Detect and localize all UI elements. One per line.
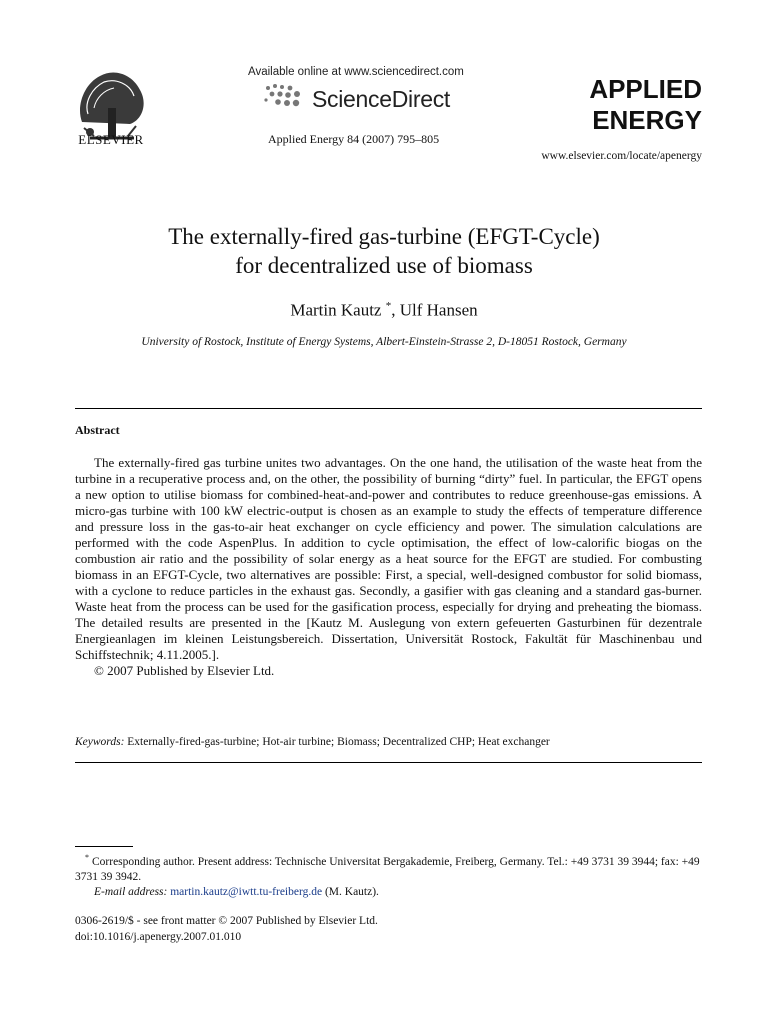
footnote-rule — [75, 846, 133, 847]
footnote-corresponding — [75, 850, 702, 885]
issn-line: 0306-2619/$ - see front matter © 2007 Published by Elsevier Ltd. — [75, 915, 378, 927]
footnote — [75, 850, 702, 900]
article-title — [60, 222, 708, 280]
divider-bottom — [75, 762, 702, 763]
author-2[interactable]: Ulf Hansen — [399, 300, 478, 320]
footnote-marker: * — [85, 853, 89, 862]
abstract-copyright: © 2007 Published by Elsevier Ltd. — [94, 663, 275, 678]
journal-logo-line1: APPLIED — [589, 74, 702, 104]
title-line-2: for decentralized use of biomass — [235, 253, 533, 278]
title-line-1: The externally-fired gas-turbine (EFGT-Cycle) — [168, 224, 600, 249]
keywords-list: Externally-fired-gas-turbine; Hot-air turbine; Biomass; Decentralized CHP; Heat exchanger — [127, 736, 550, 748]
email-suffix: (M. Kautz). — [322, 885, 379, 898]
sciencedirect-wordmark: ScienceDirect — [312, 86, 450, 112]
email-label: E-mail address: — [94, 885, 168, 898]
abstract-paragraph: The externally-fired gas turbine unites two advantages. On the one hand, the utilisation of the waste heat from the turbine in a recuperative process and, on the other, the possibility of burning “dirty” fuel. In particular, the EFGT opens a new option to utilise biomass for combined-heat-and-power and contributes to reduce greenhouse-gas emissions. A micro-gas turbine with 100 kW electric-output is chosen as an example to study the effects of temperature difference and pressure loss in the gas-to-air heat exchanger on cycle efficiency and power. The simulation calculations are performed with the code AspenPlus. In addition to cycle optimisation, the effect of low-calorific biogas on the combustion air ratio and the possibility of solar energy as a heat source for the EFGT are studied. For combusting biomass in an EFGT-Cycle, two alternatives are possible: First, a special, well-designed combustor for solid biomass, with a cyclone to reduce particles in the exhaust gas. Secondly, a gasifier with gas cleaning and a standard gas-burner. Waste heat from the process can be used for the gasification process, especially for drying and preheating the biomass. The detailed results are presented in the [Kautz M. Auslegung von extern gefeuerten Gasturbinen für dezentrale Energieanlagen im kleinen Leistungsbereich. Dissertation, Universität Rostock, Fakultät für Maschinenbau und Schiffstechnik; 4.11.2005.]. — [75, 455, 702, 662]
author-separator: , — [391, 300, 400, 320]
journal-citation: Applied Energy 84 (2007) 795–805 — [268, 132, 440, 146]
corresponding-author-marker[interactable]: * — [385, 300, 392, 312]
keywords-label: Keywords: — [75, 736, 125, 748]
keywords — [75, 736, 702, 748]
sciencedirect-dots-icon — [262, 82, 306, 110]
footnote-text: Corresponding author. Present address: Technische Universitat Bergakademie, Freiberg, Germany. Tel.: +49 3731 39 3944; fax: +49 3731 39 3942. — [75, 855, 700, 883]
abstract-heading: Abstract — [75, 423, 120, 437]
author-list — [60, 300, 708, 321]
publisher-name: ELSEVIER — [78, 132, 144, 147]
available-online-text: Available online at www.sciencedirect.com — [248, 66, 464, 78]
divider-top — [75, 408, 702, 409]
author-affiliation: University of Rostock, Institute of Energy Systems, Albert-Einstein-Strasse 2, D-18051 Rostock, Germany — [141, 336, 627, 348]
journal-url-link[interactable]: www.elsevier.com/locate/apenergy — [541, 150, 702, 162]
email-link[interactable]: martin.kautz@iwtt.tu-freiberg.de — [170, 885, 323, 898]
journal-logo — [582, 74, 702, 136]
author-1[interactable]: Martin Kautz — [290, 300, 382, 320]
journal-logo-line2: ENERGY — [592, 105, 702, 135]
doi-link[interactable]: doi:10.1016/j.apenergy.2007.01.010 — [75, 931, 242, 943]
front-matter — [75, 913, 378, 945]
abstract-body — [75, 455, 702, 679]
footnote-email-line — [75, 885, 702, 900]
